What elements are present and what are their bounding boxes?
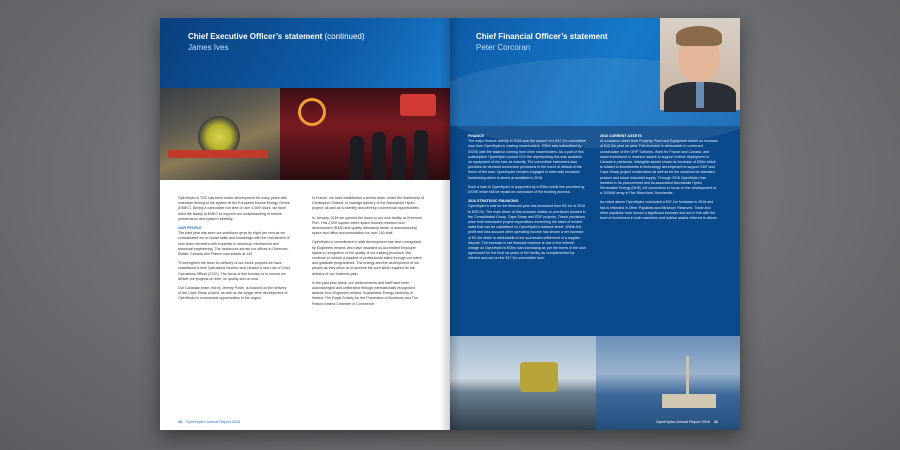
barge	[662, 394, 716, 408]
section-heading: FINANCE	[468, 134, 484, 138]
portrait-hair	[676, 26, 722, 46]
harbour-barge-photo	[596, 336, 740, 430]
crane	[686, 356, 689, 396]
paragraph: OpenHydro’s loss for the financial year has increased from €9.1m in 2015 to €25.7m. The main driver of this increase relates to provisions booked in the Consolidated Group. Cape Sharp and EDF projects. These provisions arise from forecasted project expenditure exceeding the value of turbine sales that can be capitalised on OpenHydro’s balance sheet. Within the profit and loss account other operating income has shown a net increase of €3.4m which is attributable to the successful settlement of a supplier dispute. The increase in net financial expense is due to the interest charge on OpenHydro’s €39m loan increasing as per the terms of the loan agreement for the final six years of the facility as complemented by interest accrued on the €47.2m convertible loan.	[468, 204, 586, 261]
right-column-1	[468, 134, 586, 266]
right-column-2	[600, 134, 718, 225]
person	[350, 136, 364, 180]
magazine-spread	[160, 18, 740, 430]
paragraph: OpenHydro’s commitment to staff development has been recognised by Engineers Ireland, who have awarded us Accredited Employer status in recognition of the quality of our training provision. We continue to nurture a pipeline of professional talent through our intern and graduate programmes. The energy and the development of our people as they allow us to achieve the core skills required for the delivery of our business plan.	[312, 240, 422, 276]
page-number: 10	[178, 420, 183, 424]
paragraph: OpenHydro’s TOC has been under development for many years with extensive testing of the system at the European Marine Energy Centre (EMEC). During a cumulative run time of over 4,500 hours, we have used the facility at EMEC to improve our understanding of turbine performance and system reliability.	[178, 196, 290, 221]
cfo-portrait	[660, 18, 740, 110]
right-page-photos	[450, 336, 740, 430]
ceo-name: James Ives	[188, 43, 229, 52]
page-number: 11	[713, 420, 718, 424]
paragraph: The past year has seen our workforce grow by eight per cent as we consolidated our in-house skills and knowledge with the recruitment of new team members with expertise in electrical, mechanical and structural engineering. The headcount across our offices in Greenore, Dublin, Canada and France now stands at 142.	[178, 231, 290, 257]
right-page-header	[450, 18, 740, 126]
cfo-statement-title: Chief Financial Officer’s statement	[476, 32, 608, 41]
paragraph: At a balance sheet level Property Plant and Equipment shows an increase of €12.2m year on year. This increase is attributable to continued construction of the OHP Turbines. Work for France and Canada, and asset investment in machine assets to support turbine deployment in Canada in particular. Intangible assets shown an increase of €26m which is related to investments in technology development to support EDF and Cape Sharp project construction as well as for the solutions for standard product and future industrial supply. Through 2016 OpenHydro has invested in its procurement and its associated Normandie Hydro Renewable Energy (NHE) 4/5 consortium to focus on the development of a 100MW array in Raz Blanchard, Normandie.	[600, 139, 718, 196]
section-heading: 2016 CURRENT ASSETS	[600, 134, 642, 138]
paragraph: In France, we have established a similar team, under the leadership of Christophe Chabert, to manage delivery of the Normandie Hydro project, as well as to identify and develop commercial opportunities.	[312, 196, 424, 211]
publication-name: OpenHydro Annual Report 2016	[186, 420, 241, 424]
ceo-statement-title: Chief Executive Officer’s statement (continued)	[188, 32, 365, 41]
left-column-2	[312, 196, 424, 311]
paragraph: Such a loan in OpenHydro is supported by a €39m credit line provided by DCNS which will be repaid on conclusion of the funding process.	[468, 184, 585, 195]
cfo-name: Peter Corcoran	[476, 43, 531, 52]
left-page-header	[160, 18, 450, 88]
award-sign	[400, 94, 436, 116]
person	[414, 130, 428, 180]
left-page-footer	[178, 420, 240, 424]
paragraph: In January, 2016 we opened the doors to our new facility at Greenore Port. This 2,500 square metre space houses research and development (R&D) and quality laboratory areas, a manufacturing space and office accommodation for over 150 staff.	[312, 215, 423, 236]
turbine	[520, 362, 558, 392]
left-column-1	[178, 196, 290, 306]
left-page	[160, 18, 450, 430]
person	[372, 132, 386, 180]
turbine-frame	[168, 150, 268, 158]
publication-name: OpenHydro Annual Report 2016	[655, 420, 710, 424]
section-heading: OUR PEOPLE	[178, 226, 202, 231]
portrait-tie	[696, 82, 704, 108]
paragraph: To strengthen the team for delivery of our future projects we have established a new Operations function and created a new role of Chief Operations Officer (COO). The focus of this function is to ensure we deliver our projects on time, on quality and on cost.	[178, 261, 290, 281]
award-ceremony-photo	[280, 88, 450, 180]
turbine-deployment-photo	[450, 336, 596, 430]
person	[392, 136, 406, 180]
paragraph: In the past year alone, our achievements and staff have been acknowledged and celebrated through internationally recognised awards from Engineers Ireland, Sustainable Energy Authority of Ireland, The Royal Society for the Prevention of Accidents and The France-Ireland Chamber of Commerce.	[312, 280, 418, 306]
paragraph: As noted above OpenHydro concluded a €47.2m fundraise in 2016 and this is reflected in Other Payables and Minimum Reserves. Trade and other payables have shown a significant increase and are in line with the level of investment in both machines and turbine assets referred to above.	[600, 200, 718, 221]
paragraph: Our Canadian team, led by Jeremy Poste, is focused on the delivery of the Cape Sharp project, as well as the longer term development of OpenHydro’s commercial opportunities in the region.	[178, 286, 288, 301]
section-heading: 2016 STRATEGIC FINANCING	[468, 199, 519, 204]
turbine-photo	[160, 88, 280, 180]
right-page	[450, 18, 740, 430]
right-page-footer	[656, 420, 718, 424]
award-logo	[298, 98, 326, 126]
paragraph: The major finance activity in 2016 was the closure of a €47.2m convertible loan from OpenHydro’s existing shareholders. €35m was subscribed by DCNS with the balance coming from other shareholders. As a part of this subscription OpenHydro issued 11% the representing this was available on repayment of the loan at maturity. The convertible instrument also provides for demand conversion provisions in the event of default of the terms of the loan. OpenHydro remains engaged in externally focussed fundraising which is aimed at available in 2016.	[468, 139, 586, 180]
